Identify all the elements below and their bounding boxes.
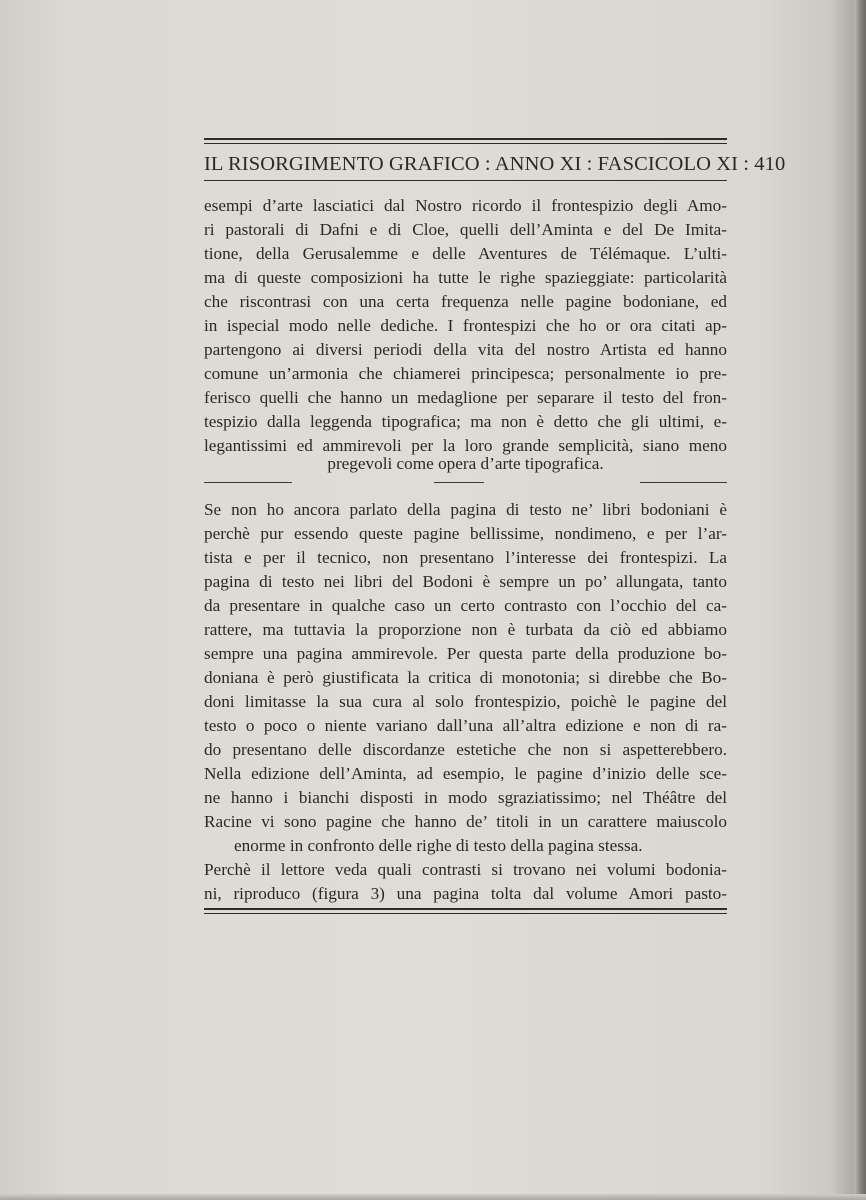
text-line: testo o poco o niente variano dall’una all’altra edizione e non di ra-	[204, 716, 727, 735]
text-line-indented: enorme in confronto delle righe di testo della pagina stessa.	[234, 836, 643, 855]
text-line: doniana è però giustificata la critica di monotonia; si direbbe che Bo-	[204, 668, 727, 687]
text-line: partengono ai diversi periodi della vita del nostro Artista ed hanno	[204, 340, 727, 359]
text-line-centered: pregevoli come opera d’arte tipografica.	[327, 454, 604, 473]
footer-rule	[204, 908, 727, 914]
text-line: in ispecial modo nelle dediche. I frontespizi che ho or ora citati ap-	[204, 316, 727, 335]
text-line: da presentare in qualche caso un certo contrasto con l’occhio del ca-	[204, 596, 727, 615]
text-line: esempi d’arte lasciatici dal Nostro ricordo il frontespizio degli Amo-	[204, 196, 727, 215]
text-line: pagina di testo nei libri del Bodoni è sempre un po’ allungata, tanto	[204, 572, 727, 591]
text-line: legantissimi ed ammirevoli per la loro grande semplicità, siano meno	[204, 436, 727, 455]
separator-right	[640, 482, 727, 483]
text-line: rattere, ma tuttavia la proporzione non è turbata da ciò ed abbiamo	[204, 620, 727, 639]
page-bottom-edge	[0, 1194, 866, 1200]
text-line: perchè pur essendo queste pagine bellissime, nondimeno, e per l’ar-	[204, 524, 727, 543]
header-bottom-rule	[204, 180, 727, 181]
text-line: sempre una pagina ammirevole. Per questa parte della produzione bo-	[204, 644, 727, 663]
text-line: ni, riproduco (figura 3) una pagina tolta dal volume Amori pasto-	[204, 884, 727, 903]
text-line: ri pastorali di Dafni e di Cloe, quelli dell’Aminta e del De Imita-	[204, 220, 727, 239]
text-line: doni limitasse la sua cura al solo frontespizio, poichè le pagine del	[204, 692, 727, 711]
text-line: ferisco quelli che hanno un medaglione per separare il testo del fron-	[204, 388, 727, 407]
text-line: Racine vi sono pagine che hanno de’ titoli in un carattere maiuscolo	[204, 812, 727, 831]
separator-left	[204, 482, 292, 483]
text-line: tespizio dalla leggenda tipografica; ma non è detto che gli ultimi, e-	[204, 412, 727, 431]
header-top-rule	[204, 138, 727, 144]
separator-center	[434, 482, 484, 483]
text-line: ma di queste composizioni ha tutte le righe spazieggiate: particolarità	[204, 268, 727, 287]
text-line: che riscontrasi con una certa frequenza nelle pagine bodoniane, ed	[204, 292, 727, 311]
page-edge-shadow	[854, 0, 866, 1200]
text-line: Nella edizione dell’Aminta, ad esempio, le pagine d’inizio delle sce-	[204, 764, 727, 783]
text-line: Se non ho ancora parlato della pagina di testo ne’ libri bodoniani è	[204, 500, 727, 519]
text-line: tista e per il tecnico, non presentano l’interesse dei frontespizi. La	[204, 548, 727, 567]
text-line: Perchè il lettore veda quali contrasti si trovano nei volumi bodonia-	[204, 860, 727, 879]
text-line: do presentano delle discordanze estetiche che non si aspetterebbero.	[204, 740, 727, 759]
running-header: IL RISORGIMENTO GRAFICO : ANNO XI : FASCICOLO XI : 410	[204, 153, 786, 175]
text-line: comune un’armonia che chiamerei principesca; personalmente io pre-	[204, 364, 727, 383]
text-line: tione, della Gerusalemme e delle Aventures de Télémaque. L’ulti-	[204, 244, 727, 263]
text-line: ne hanno i bianchi disposti in modo sgraziatissimo; nel Théâtre del	[204, 788, 727, 807]
